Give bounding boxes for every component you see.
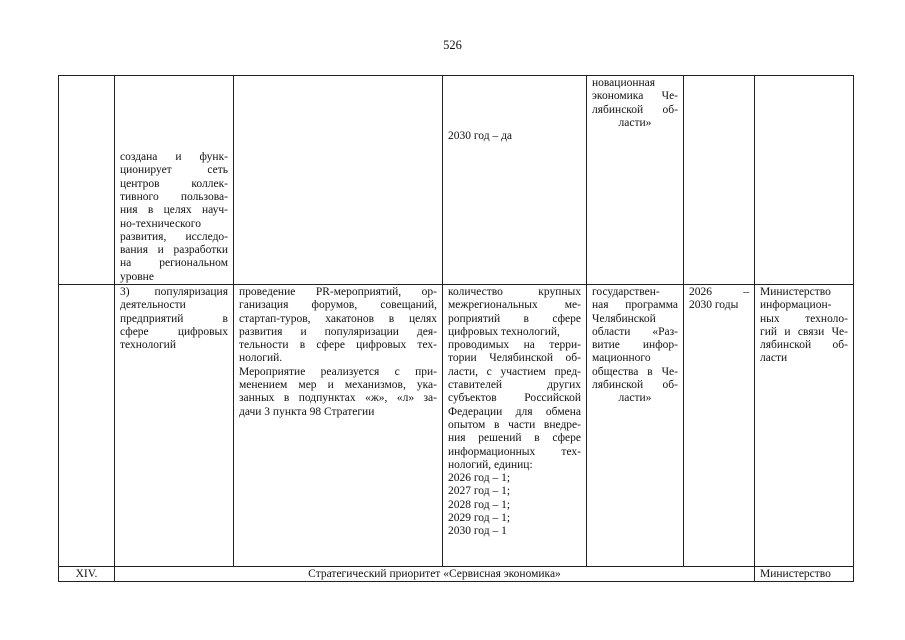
cell-indicator: количество крупных межрегиональных ме- роприятий в сфере цифровых технологий, проводимых на терри- тории Челябинской об- ласти, с участием пред- ставителей других субъектов Российской Федерации для обмена опытом в части внедре- ния решений в сфере информационных тех- нологий, единиц: 2026 год – 1; 2027 год – 1; 2028 год – 1; 2029 год – 1; 2030 год – 1 bbox=[443, 285, 587, 567]
cell-indicator: 2030 год – да bbox=[443, 76, 587, 285]
page-number: 526 bbox=[443, 38, 462, 52]
section-title: Стратегический приоритет «Сервисная экономика» bbox=[115, 567, 755, 582]
cell-executor: Министерство информацион- ных техноло- гий и связи Че- лябинской об- ласти bbox=[755, 285, 854, 567]
cell-task: 3) популяризация деятельности предприятий в сфере цифровых технологий bbox=[115, 285, 234, 567]
table-row-section-header bbox=[59, 567, 854, 582]
cell-period: 2026 – 2030 годы bbox=[684, 285, 755, 567]
section-number: XIV. bbox=[59, 567, 115, 582]
cell-period bbox=[684, 76, 755, 285]
cell-program: государствен- ная программа Челябинской области «Раз- витие инфор- мационного общества в Че- лябинской об- ласти» bbox=[587, 285, 684, 567]
section-executor: Министерство bbox=[755, 567, 854, 582]
strategy-table bbox=[58, 75, 854, 582]
table-row-continuation bbox=[59, 76, 854, 285]
cell-measures: проведение PR-мероприятий, ор- ганизация форумов, совещаний, стартап-туров, хакатонов в целях развития и популяризации дея- тельности в сфере цифровых тех- нологий. Мероприятие реализуется с при- менением мер и механизмов, ука- занных в подпунктах «ж», «л» за- дачи 3 пункта 98 Стратегии bbox=[234, 285, 443, 567]
cell-number bbox=[59, 76, 115, 285]
table-row-popularization bbox=[59, 285, 854, 567]
cell-number bbox=[59, 285, 115, 567]
cell-result: создана и функ- ционирует сеть центров коллек- тивного пользова- ния в целях науч- но-технического развития, исследо- вания и разработки на региональном уровне bbox=[115, 76, 234, 285]
cell-program: новационная экономика Че- лябинской об- ласти» bbox=[587, 76, 684, 285]
cell-executor bbox=[755, 76, 854, 285]
cell-measures bbox=[234, 76, 443, 285]
